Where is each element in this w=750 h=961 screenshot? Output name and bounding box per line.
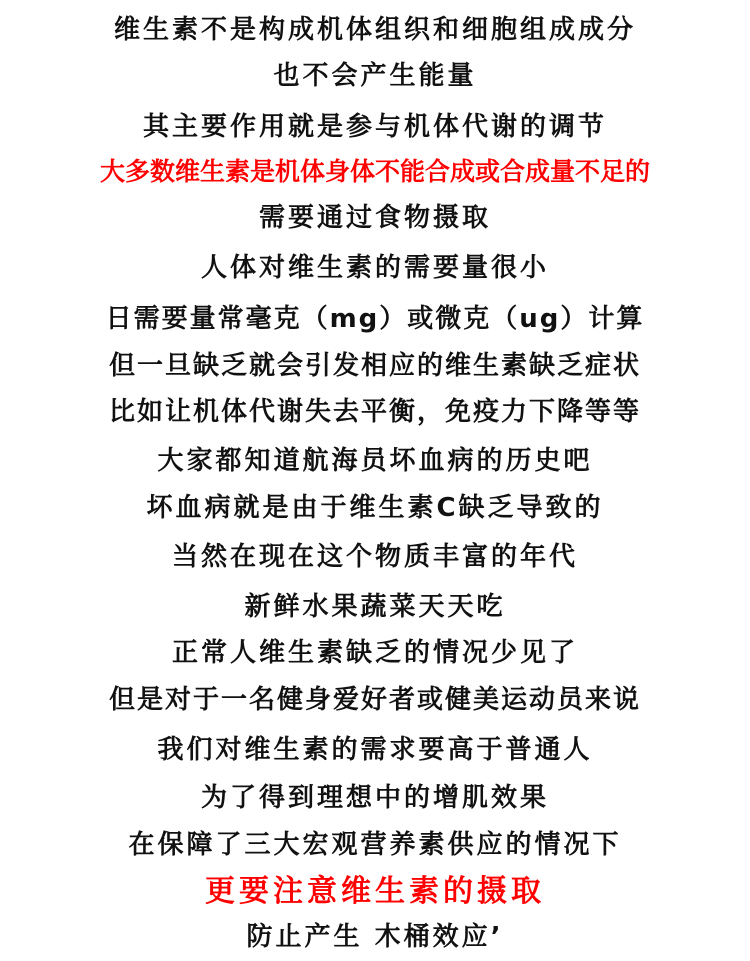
text-line-5: 需要通过食物摄取 bbox=[258, 202, 491, 233]
highlight-line-1: 大多数维生素是机体身体不能合成或合成量不足的 bbox=[99, 157, 650, 186]
text-line-10: 大家都知道航海员坏血病的历史吧 bbox=[157, 445, 593, 476]
text-line-3: 其主要作用就是参与机体代谢的调节 bbox=[142, 111, 607, 142]
text-line-18: 在保障了三大宏观营养素供应的情况下 bbox=[128, 829, 622, 860]
text-line-14: 正常人维生素缺乏的情况少见了 bbox=[171, 637, 578, 668]
highlight-line-2: 更要注意维生素的摄取 bbox=[205, 874, 545, 909]
text-line-20: 防止产生 木桶效应’ bbox=[246, 921, 504, 952]
text-line-7: 日需要量常毫克（mg）或微克（ug）计算 bbox=[105, 303, 645, 334]
text-line-9: 比如让机体代谢失去平衡，免疫力下降等等 bbox=[108, 396, 641, 427]
text-line-1: 维生素不是构成机体组织和细胞组成成分 bbox=[113, 14, 636, 45]
text-line-13: 新鲜水果蔬菜天天吃 bbox=[244, 591, 506, 622]
text-line-8: 但一旦缺乏就会引发相应的维生素缺乏症状 bbox=[108, 350, 641, 381]
text-line-12: 当然在现在这个物质丰富的年代 bbox=[171, 541, 578, 572]
text-line-15: 但是对于一名健身爱好者或健美运动员来说 bbox=[108, 684, 641, 715]
text-line-6: 人体对维生素的需要量很小 bbox=[200, 252, 549, 283]
text-line-2: 也不会产生能量 bbox=[273, 60, 477, 91]
text-line-16: 我们对维生素的需求要高于普通人 bbox=[157, 734, 593, 765]
text-line-17: 为了得到理想中的增肌效果 bbox=[200, 782, 549, 813]
text-line-11: 坏血病就是由于维生素C缺乏导致的 bbox=[146, 492, 604, 523]
